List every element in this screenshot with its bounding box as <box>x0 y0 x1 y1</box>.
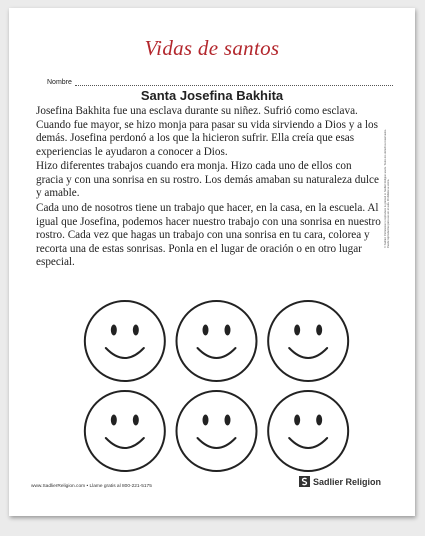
name-row <box>47 78 393 86</box>
smiley-face-icon <box>268 301 348 381</box>
side-text-line-1: © Sadlier. Permission to reproduce is granted to Sadlier Religion users. Todos los derechos reservados. <box>384 128 387 248</box>
page-title: Santa Josefina Bakhita <box>140 88 284 103</box>
sadlier-logo-icon <box>299 476 310 487</box>
name-label: Nombre <box>47 79 72 86</box>
footer-contact: www.SadlierReligion.com • Llame gratis al 800-221-5175 <box>31 484 152 489</box>
brand-logo <box>299 476 381 487</box>
smiley-face-icon <box>85 301 165 381</box>
worksheet-page <box>9 8 415 516</box>
smiley-faces-svg <box>79 296 354 476</box>
smiley-face-icon <box>85 391 165 471</box>
paragraph-3: Cada uno de nosotros tiene un trabajo que hacer, en la casa, en la escuela. Al igual que Josefina, podemos hacer nuestro trabajo con una sonrisa en nuestro rostro. Cada vez que hagas un trabajo con una sonrisa en tu cara, colorea y recorta una de estas sonrisas. Ponla en el lugar de oración o en otro lugar especial. <box>36 202 381 269</box>
smiley-face-icon <box>268 391 348 471</box>
side-copyright-text <box>384 38 394 248</box>
brand-name: Sadlier Religion <box>313 476 382 487</box>
smiley-face-icon <box>177 391 257 471</box>
series-title: Vidas de santos <box>144 36 280 60</box>
smiley-face-icon <box>177 301 257 381</box>
smiley-faces-grid <box>79 296 354 476</box>
name-line <box>75 78 393 86</box>
side-text-line-2: Puede reproducirse para uso en el aula. Prohibida su venta. <box>387 178 391 248</box>
paragraph-2: Hizo diferentes trabajos cuando era monja. Hizo cada uno de ellos con gracia y con una sonrisa en su rostro. Los demás amaban su naturaleza dulce y amable. <box>36 160 379 200</box>
paragraph-1: Josefina Bakhita fue una esclava durante su niñez. Sufrió como esclava. Cuando fue mayor, se hizo monja para pasar su vida sirviendo a Dios y a los demás. Josefina perdonó a los que la hicieron sufrir. Ella creía que esas experiencias le ayudaron a conocer a Dios. <box>36 105 378 158</box>
